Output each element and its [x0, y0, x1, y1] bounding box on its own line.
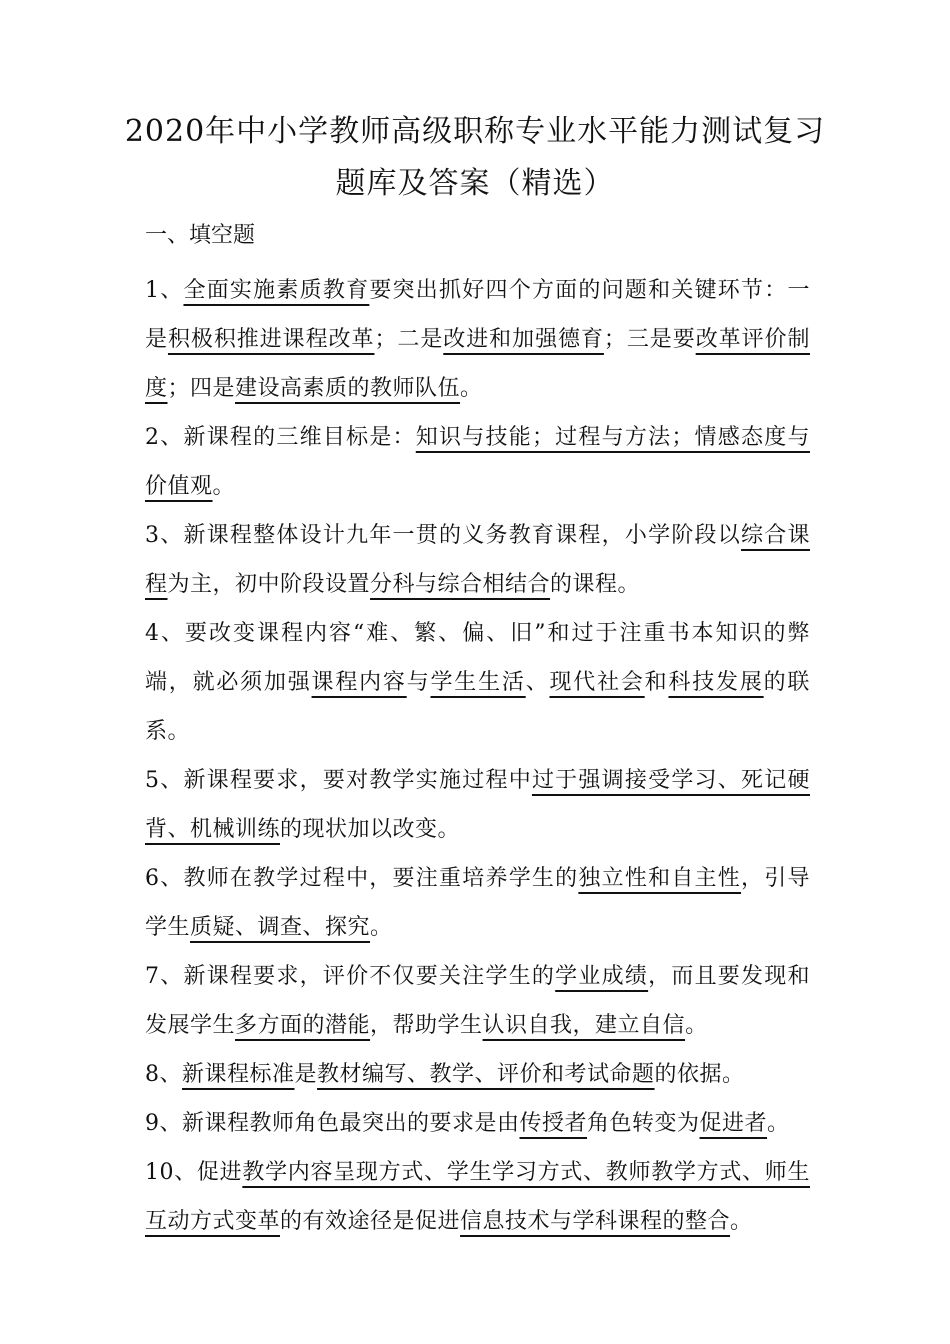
question-text: 和	[644, 670, 669, 695]
question-text: 要突出抓好四个方面的问题和关键环节：一是	[145, 278, 810, 352]
answer-blank: 科技发展	[668, 670, 764, 695]
question-text: 的依据。	[654, 1062, 745, 1087]
question-item	[145, 952, 810, 1050]
answer-blank: 促进者	[699, 1111, 768, 1136]
question-text: 7、新课程要求，评价不仅要关注学生的	[145, 964, 556, 989]
answer-blank: 综合课程	[145, 523, 810, 597]
question-text: ，帮助学生	[370, 1013, 483, 1038]
title-line-2: 题库及答案（精选）	[335, 166, 615, 201]
answer-blank: 积极积推进课程改革	[167, 327, 375, 352]
question-text: 2、新课程的三维目标是：	[145, 425, 416, 450]
question-text: 4、要改变课程内容“难、繁、偏、旧”和过于注重书本知识的弊端，就必须加强	[145, 621, 810, 695]
question-text: 角色转变为	[587, 1111, 700, 1136]
question-text: 与	[406, 670, 431, 695]
question-text: 3、新课程整体设计九年一贯的义务教育课程，小学阶段以	[145, 523, 742, 548]
answer-blank: 多方面的潜能	[235, 1013, 371, 1038]
question-text: 5、新课程要求，要对教学实施过程中	[145, 768, 532, 793]
question-item	[145, 756, 810, 854]
question-text: 9、新课程教师角色最突出的要求是由	[145, 1111, 520, 1136]
question-item	[145, 413, 810, 511]
question-item	[145, 266, 810, 413]
answer-blank: 全面实施素质教育	[183, 278, 370, 303]
question-text: 。	[767, 1111, 790, 1136]
answer-blank: 改进和加强德育	[443, 327, 604, 352]
question-item	[145, 1050, 810, 1099]
section-heading: 一、填空题	[145, 223, 256, 248]
answer-blank: 独立性和自主性	[578, 866, 742, 891]
question-text: 的现状加以改变。	[280, 817, 461, 842]
question-text: 。	[212, 474, 236, 499]
question-text: 的联系。	[145, 670, 810, 744]
question-list	[145, 266, 810, 1246]
answer-blank: 现代社会	[549, 670, 645, 695]
answer-blank: 认识自我，建立自信	[482, 1013, 686, 1038]
question-text: 。	[730, 1209, 753, 1234]
answer-blank: 传授者	[519, 1111, 588, 1136]
answer-blank: 新课程标准	[182, 1062, 295, 1087]
question-text: ，而且要发现和发展学生	[145, 964, 810, 1038]
question-text: 10、促进	[145, 1160, 243, 1185]
answer-blank: 分科与综合相结合	[370, 572, 551, 597]
question-item	[145, 511, 810, 609]
answer-blank: 知识与技能；过程与方法；情感态度与价值观	[145, 425, 810, 499]
question-text: ，引导学生	[145, 866, 810, 940]
question-text: ；四是	[167, 376, 236, 401]
answer-blank: 建设高素质的教师队伍	[235, 376, 461, 401]
question-item	[145, 1099, 810, 1148]
answer-blank: 教材编写、教学、评价和考试命题	[317, 1062, 655, 1087]
question-text: 。	[370, 915, 393, 940]
question-text: 。	[460, 376, 483, 401]
document-title	[100, 106, 850, 210]
question-text: 是	[294, 1062, 318, 1087]
answer-blank: 教学内容呈现方式、学生学习方式、教师教学方式、师生互动方式变革	[145, 1160, 810, 1234]
question-text: 6、教师在教学过程中，要注重培养学生的	[145, 866, 579, 891]
question-text: 的有效途径是促进	[280, 1209, 461, 1234]
question-text: 的课程。	[550, 572, 641, 597]
question-text: ；二是	[374, 327, 444, 352]
answer-blank: 过于强调接受学习、死记硬背、机械训练	[145, 768, 810, 842]
title-line-1: 2020年中小学教师高级职称专业水平能力测试复习	[124, 114, 826, 149]
question-item	[145, 1148, 810, 1246]
question-text: 、	[525, 670, 550, 695]
answer-blank: 学业成绩	[555, 964, 649, 989]
answer-blank: 信息技术与学科课程的整合	[460, 1209, 731, 1234]
question-item	[145, 609, 810, 756]
question-item	[145, 854, 810, 952]
question-text: 8、	[145, 1062, 182, 1087]
answer-blank: 学生生活	[430, 670, 526, 695]
question-text: 为主，初中阶段设置	[167, 572, 371, 597]
question-text: 1、	[145, 278, 184, 303]
answer-blank: 改革评价制度	[145, 327, 810, 401]
question-text: 。	[685, 1013, 708, 1038]
answer-blank: 质疑、调查、探究	[190, 915, 371, 940]
question-text: ；三是要	[603, 327, 696, 352]
answer-blank: 课程内容	[311, 670, 407, 695]
